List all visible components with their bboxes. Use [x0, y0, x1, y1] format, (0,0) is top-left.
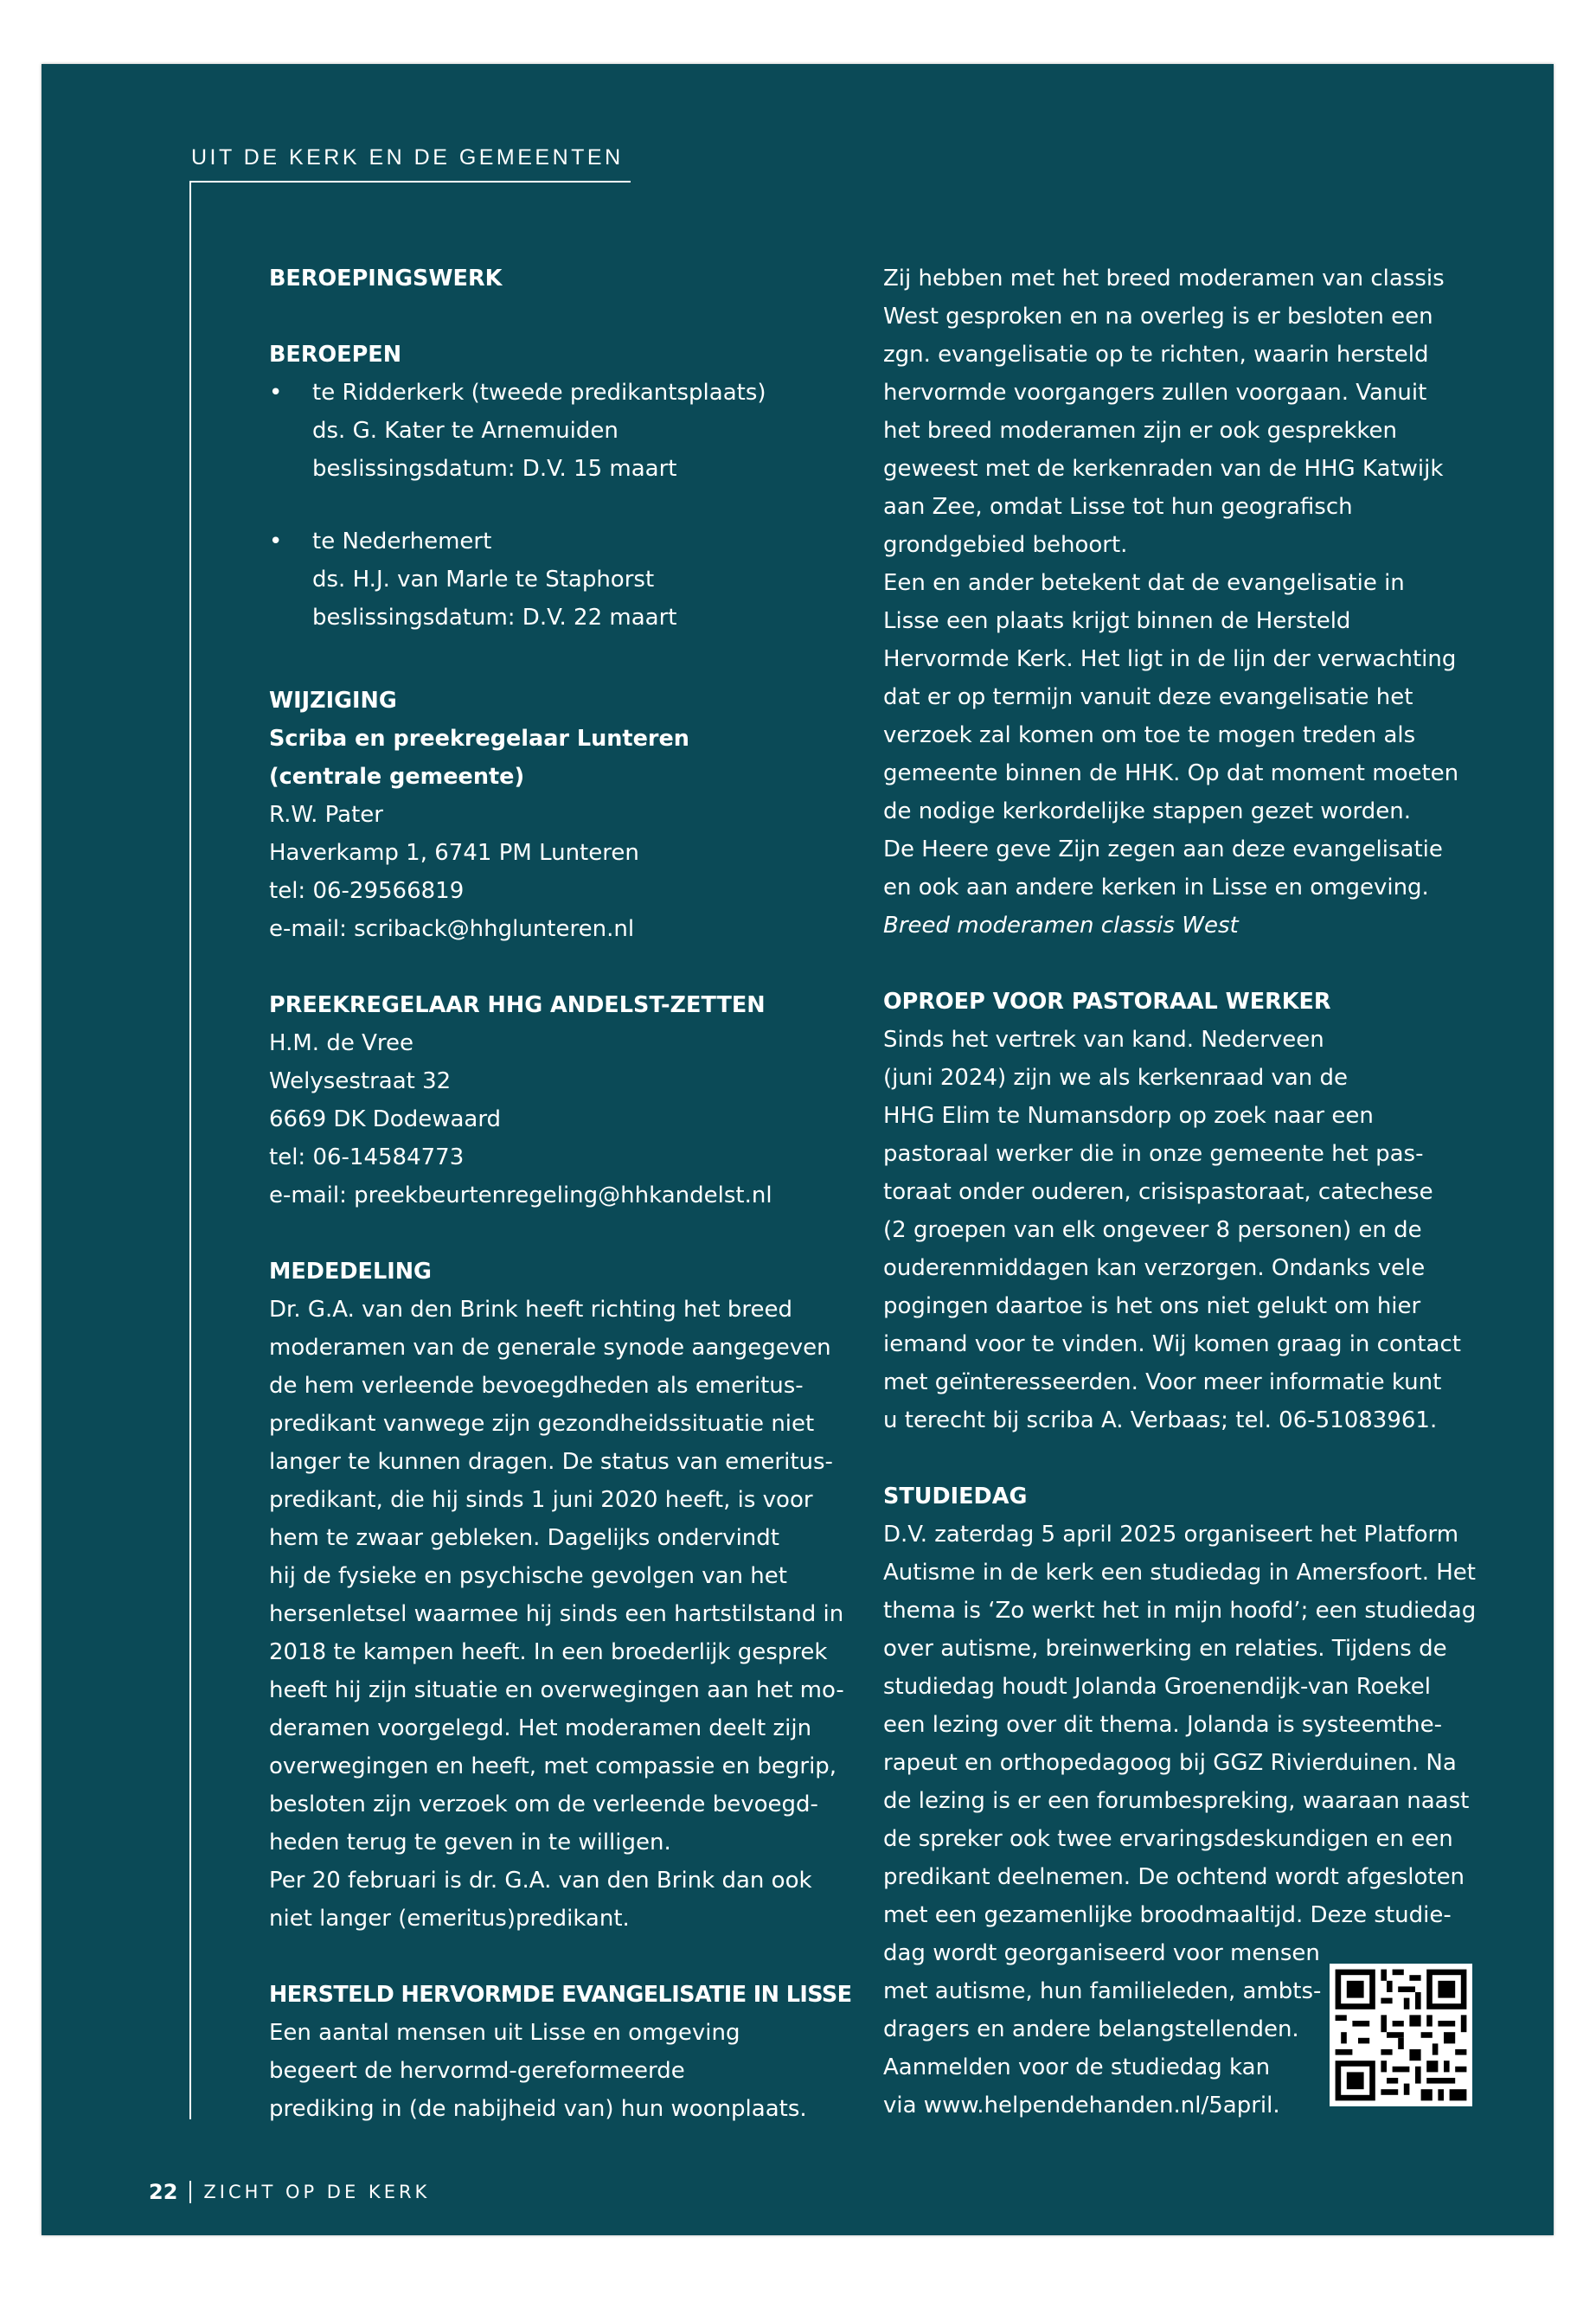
text-line: tel: 06-14584773 [269, 1144, 465, 1170]
text-line: de spreker ook twee ervaringsdeskundigen en een [883, 1826, 1453, 1852]
text-line: H.M. de Vree [269, 1030, 413, 1056]
text-line: heeft hij zijn situatie en overwegingen aan het mo- [269, 1677, 844, 1703]
text-line: Een aantal mensen uit Lisse en omgeving [269, 2020, 740, 2046]
text-line: dat er op termijn vanuit deze evangelisatie het [883, 684, 1413, 710]
heading-mededeling: MEDEDELING [269, 1259, 432, 1285]
text-line: over autisme, breinwerking en relaties. Tijdens de [883, 1636, 1447, 1662]
text-line: Welysestraat 32 [269, 1068, 452, 1094]
text-line: hervormde voorgangers zullen voorgaan. Vanuit [883, 380, 1427, 406]
section-header: UIT DE KERK EN DE GEMEENTEN [191, 145, 624, 170]
text-line: langer te kunnen dragen. De status van emeritus- [269, 1449, 833, 1475]
text-line: Sinds het vertrek van kand. Nederveen [883, 1027, 1324, 1053]
text-line: moderamen van de generale synode aangegeven [269, 1335, 831, 1361]
text-line: Dr. G.A. van den Brink heeft richting het breed [269, 1297, 793, 1323]
text-line: (juni 2024) zijn we als kerkenraad van de [883, 1065, 1349, 1091]
list-item: • te Ridderkerk (tweede predikantsplaats) ds. G. Kater te Arnemuiden beslissingsdatum: D.V. 15 maart [269, 374, 866, 488]
text-line[interactable]: via www.helpendehanden.nl/5april. [883, 2093, 1280, 2118]
text-line: Een en ander betekent dat de evangelisatie in [883, 570, 1405, 596]
text-line: predikant, die hij sinds 1 juni 2020 heeft, is voor [269, 1487, 813, 1513]
text-line: dag wordt georganiseerd voor mensen [883, 1940, 1320, 1966]
text-line: Aanmelden voor de studiedag kan [883, 2054, 1271, 2080]
text-line: R.W. Pater [269, 802, 383, 828]
text-line: dragers en andere belangstellenden. [883, 2016, 1299, 2042]
magazine-title: ZICHT OP DE KERK [203, 2182, 431, 2202]
text-line: u terecht bij scriba A. Verbaas; tel. 06-51083961. [883, 1407, 1438, 1433]
text-line: verzoek zal komen om toe te mogen treden als [883, 722, 1416, 748]
text-line: e-mail: scriback@hhglunteren.nl [269, 916, 635, 942]
text-line: heden terug te geven in te willigen. [269, 1830, 671, 1856]
header-vertical-rule [189, 181, 191, 2119]
footer-divider [189, 2181, 191, 2203]
text-line: 6669 DK Dodewaard [269, 1106, 502, 1132]
text-line: rapeut en orthopedagoog bij GGZ Rivierduinen. Na [883, 1750, 1457, 1776]
text-line: tel: 06-29566819 [269, 878, 465, 904]
heading-preekregelaar: PREEKREGELAAR HHG ANDELST-ZETTEN [269, 992, 766, 1018]
text-line: Autisme in de kerk een studiedag in Amersfoort. Het [883, 1560, 1477, 1586]
text-line: toraat onder ouderen, crisispastoraat, catechese [883, 1179, 1433, 1205]
text-line: predikant vanwege zijn gezondheidssituatie niet [269, 1411, 815, 1437]
text-line: gemeente binnen de HHK. Op dat moment moeten [883, 760, 1459, 786]
signature: Breed moderamen classis West [883, 913, 1239, 939]
text-line: pastoraal werker die in onze gemeente het pas- [883, 1141, 1424, 1167]
heading-beroepingswerk: BEROEPINGSWERK [269, 266, 503, 292]
text-line: Zij hebben met het breed moderamen van classis [883, 266, 1445, 292]
heading-beroepen: BEROEPEN [269, 342, 402, 368]
text-line: hij de fysieke en psychische gevolgen van het [269, 1563, 787, 1589]
text-line: (2 groepen van elk ongeveer 8 personen) en de [883, 1217, 1422, 1243]
subheading-line: Scriba en preekregelaar Lunteren [269, 726, 689, 752]
text-line: hersenletsel waarmee hij sinds een hartstilstand in [269, 1601, 844, 1627]
text-line: De Heere geve Zijn zegen aan deze evangelisatie [883, 836, 1443, 862]
text-line: D.V. zaterdag 5 april 2025 organiseert het Platform [883, 1522, 1459, 1548]
text-line: studiedag houdt Jolanda Groenendijk-van Roekel [883, 1674, 1431, 1700]
text-line: prediking in (de nabijheid van) hun woonplaats. [269, 2096, 807, 2122]
page [42, 64, 1554, 2235]
heading-studiedag: STUDIEDAG [883, 1484, 1028, 1509]
text-line: de hem verleende bevoegdheden als emeritus- [269, 1373, 804, 1399]
text-line: geweest met de kerkenraden van de HHG Katwijk [883, 456, 1444, 482]
text-line: zgn. evangelisatie op te richten, waarin hersteld [883, 342, 1429, 368]
qr-code[interactable] [1330, 1964, 1472, 2106]
text-line: e-mail: preekbeurtenregeling@hhkandelst.nl [269, 1183, 772, 1208]
subheading-line: (centrale gemeente) [269, 764, 525, 790]
text-line: Hervormde Kerk. Het ligt in de lijn der verwachting [883, 646, 1457, 672]
text-line: aan Zee, omdat Lisse tot hun geografisch [883, 494, 1353, 520]
text-line: de nodige kerkordelijke stappen gezet worden. [883, 798, 1411, 824]
footer [149, 2177, 430, 2207]
text-line: met autisme, hun familieleden, ambts- [883, 1978, 1322, 2004]
page-number: 22 [149, 2180, 178, 2204]
text-line: pogingen daartoe is het ons niet gelukt om hier [883, 1293, 1421, 1319]
text-line: begeert de hervormd-gereformeerde [269, 2058, 685, 2084]
text-line: HHG Elim te Numansdorp op zoek naar een [883, 1103, 1374, 1129]
text-line: predikant deelnemen. De ochtend wordt afgesloten [883, 1864, 1465, 1890]
bullet-icon: • [269, 380, 283, 406]
heading-wijziging: WIJZIGING [269, 688, 397, 714]
text-line: 2018 te kampen heeft. In een broederlijk gesprek [269, 1639, 828, 1665]
text-line: hem te zwaar gebleken. Dagelijks ondervindt [269, 1525, 779, 1551]
heading-lisse: HERSTELD HERVORMDE EVANGELISATIE IN LISSE [269, 1982, 852, 2008]
text-line: met een gezamenlijke broodmaaltijd. Deze studie- [883, 1902, 1452, 1928]
list-item: • te Nederhemert ds. H.J. van Marle te Staphorst beslissingsdatum: D.V. 22 maart [269, 522, 866, 637]
text-line: Per 20 februari is dr. G.A. van den Brink dan ook [269, 1868, 812, 1894]
text-line: overwegingen en heeft, met compassie en begrip, [269, 1753, 837, 1779]
header-underline [189, 181, 631, 183]
text-line: niet langer (emeritus)predikant. [269, 1906, 630, 1932]
text-line: ouderenmiddagen kan verzorgen. Ondanks vele [883, 1255, 1426, 1281]
text-line: thema is ‘Zo werkt het in mijn hoofd’; een studiedag [883, 1598, 1477, 1624]
text-line: met geïnteresseerden. Voor meer informatie kunt [883, 1369, 1442, 1395]
left-column [269, 260, 866, 2128]
bullet-icon: • [269, 529, 283, 554]
text-line: en ook aan andere kerken in Lisse en omgeving. [883, 875, 1429, 901]
text-line: de lezing is er een forumbespreking, waaraan naast [883, 1788, 1470, 1814]
text-line: Haverkamp 1, 6741 PM Lunteren [269, 840, 639, 866]
text-line: het breed moderamen zijn er ook gesprekken [883, 418, 1397, 444]
qr-code-icon [1330, 1964, 1472, 2106]
text-line: een lezing over dit thema. Jolanda is systeemthe- [883, 1712, 1442, 1738]
text-line: iemand voor te vinden. Wij komen graag in contact [883, 1331, 1461, 1357]
text-line: grondgebied behoort. [883, 532, 1128, 558]
text-line: besloten zijn verzoek om de verleende bevoegd- [269, 1791, 818, 1817]
heading-oproep: OPROEP VOOR PASTORAAL WERKER [883, 989, 1331, 1015]
text-line: West gesproken en na overleg is er besloten een [883, 304, 1433, 330]
text-line: Lisse een plaats krijgt binnen de Hersteld [883, 608, 1351, 634]
text-line: deramen voorgelegd. Het moderamen deelt zijn [269, 1715, 812, 1741]
right-column [883, 260, 1489, 2125]
